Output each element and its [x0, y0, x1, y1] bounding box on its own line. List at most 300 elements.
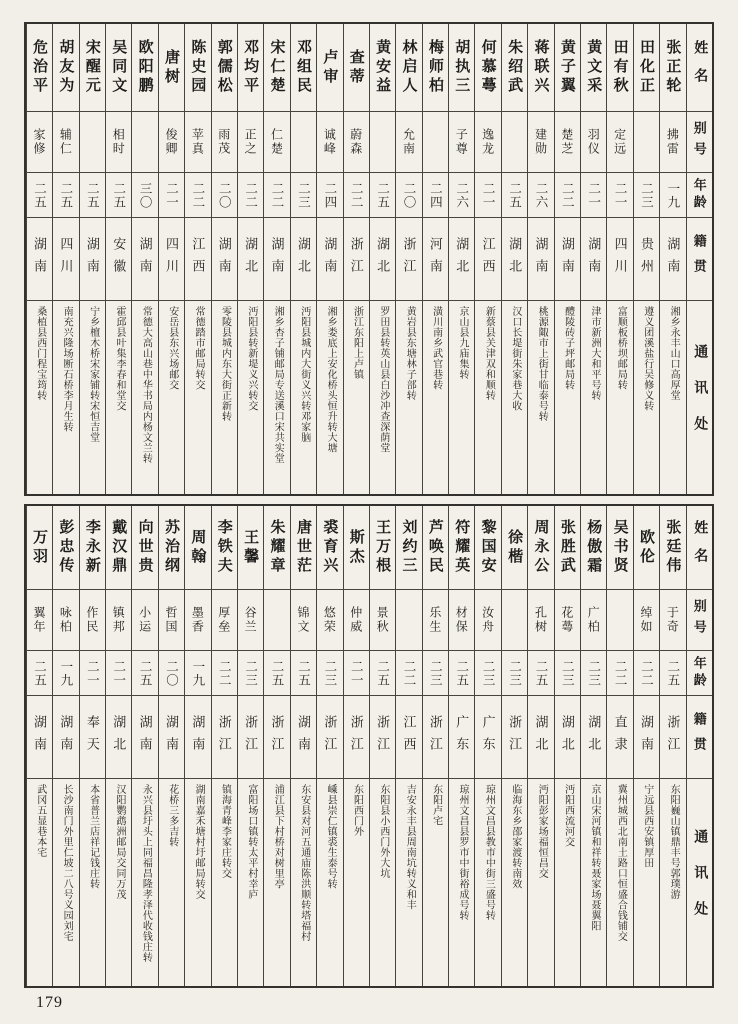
address-cell-text: 本省普兰店祥记钱庄转: [87, 784, 99, 889]
entry-column: [527, 506, 553, 986]
native-cell: [238, 696, 263, 779]
name-cell: [607, 24, 632, 112]
address-cell: [396, 301, 421, 494]
native-cell: [528, 218, 553, 301]
entry-column: [554, 506, 580, 986]
name-cell-text: 林启人: [400, 39, 417, 96]
name-cell-text: 郭儒松: [215, 39, 232, 96]
native-cell-text: 浙江: [269, 715, 285, 759]
alias-cell: [502, 112, 527, 173]
address-cell-text: 临海东乡邵家渡转南效: [509, 784, 521, 889]
name-cell-text: 蒋联兴: [532, 39, 549, 96]
name-cell-text: 危治平: [31, 39, 48, 96]
address-cell: [212, 779, 237, 986]
alias-cell-text: 子尊: [454, 128, 469, 156]
address-cell-text: 沔阳彭家场福恒昌交: [536, 784, 548, 879]
alias-cell-text: 汝舟: [480, 606, 495, 634]
address-cell: [634, 779, 659, 986]
address-cell: [528, 779, 553, 986]
entry-column: [52, 506, 78, 986]
entry-column: [158, 24, 184, 494]
name-cell-text: 唐世茫: [294, 519, 311, 576]
age-cell: [53, 173, 78, 218]
address-cell: [344, 301, 369, 494]
entry-column: [422, 506, 448, 986]
name-cell-text: 杨傲霜: [585, 519, 602, 576]
address-cell-text: 琼州文昌县罗市中街裕成号转: [457, 784, 469, 921]
name-cell: [528, 506, 553, 590]
alias-cell-text: 拂雷: [665, 128, 680, 156]
native-cell-text: 湖北: [243, 237, 259, 281]
native-cell: [423, 218, 448, 301]
native-cell: [660, 696, 685, 779]
address-cell: [396, 779, 421, 986]
address-cell-text: 富阳场口镇转太平村幸庐: [245, 784, 257, 900]
alias-cell: [370, 112, 395, 173]
entry-column: [26, 24, 52, 494]
native-cell: [132, 696, 157, 779]
native-cell: [449, 218, 474, 301]
age-cell: [106, 651, 131, 696]
entry-column: [606, 24, 632, 494]
alias-cell: [80, 112, 105, 173]
name-cell-text: 宋醒元: [83, 39, 100, 96]
entry-column: [369, 24, 395, 494]
native-cell-text: 浙江: [427, 715, 443, 759]
alias-cell-text: 哲国: [163, 606, 178, 634]
age-cell: [502, 173, 527, 218]
name-cell-text: 王馨: [242, 528, 259, 567]
entry-column: [448, 506, 474, 986]
age-cell: [159, 651, 184, 696]
native-cell-text: 浙江: [401, 237, 417, 281]
entry-column: [52, 24, 78, 494]
alias-cell: [212, 590, 237, 651]
header-label-age: [687, 651, 712, 696]
age-cell: [106, 173, 131, 218]
alias-cell-text: 景秋: [375, 606, 390, 634]
native-cell-text: 湖南: [163, 715, 179, 759]
alias-cell: [634, 590, 659, 651]
header-column: [686, 24, 712, 494]
native-cell-text: 浙江: [375, 715, 391, 759]
name-cell: [660, 506, 685, 590]
name-cell-text: 张胜武: [558, 519, 575, 576]
age-cell: [370, 651, 395, 696]
address-cell: [53, 301, 78, 494]
native-cell: [27, 218, 52, 301]
address-cell: [80, 779, 105, 986]
address-cell-text: 东安县对河五通庙陈洪顺转塔福村: [298, 784, 310, 942]
address-cell: [264, 301, 289, 494]
address-cell-text: 黄岩县东塘林子部转: [404, 306, 416, 401]
address-cell: [106, 779, 131, 986]
address-cell-text: 新蔡县关津双和顺转: [483, 306, 495, 401]
alias-cell: [264, 112, 289, 173]
name-cell: [607, 506, 632, 590]
name-cell-text: 刘约三: [400, 519, 417, 576]
alias-cell-text: 俊卿: [163, 128, 178, 156]
native-cell: [132, 218, 157, 301]
address-cell-text: 湖南嘉禾塘村圩邮局转交: [193, 784, 205, 900]
native-cell-text: 湖南: [665, 237, 681, 281]
entry-column: [158, 506, 184, 986]
entry-column: [422, 24, 448, 494]
age-cell-text: 二二: [402, 659, 416, 687]
name-cell-text: 黄安益: [374, 39, 391, 96]
age-cell-text: 二二: [270, 181, 285, 209]
name-cell: [423, 506, 448, 590]
name-cell-text: 欧阳鹏: [136, 39, 153, 96]
native-cell: [634, 696, 659, 779]
age-cell-text: 三〇: [138, 181, 153, 209]
entry-column: [369, 506, 395, 986]
entry-column: [580, 506, 606, 986]
alias-cell-text: 作民: [84, 606, 99, 634]
address-cell: [528, 301, 553, 494]
header-label-age-text: 年龄: [691, 178, 707, 212]
header-label-alias-text: 别号: [691, 121, 707, 163]
address-cell: [317, 301, 342, 494]
alias-cell: [317, 112, 342, 173]
address-cell: [159, 301, 184, 494]
alias-cell-text: 绰如: [639, 606, 654, 634]
entry-column: [105, 24, 131, 494]
age-cell-text: 二三: [639, 181, 654, 209]
name-cell-text: 万羽: [31, 528, 48, 567]
alias-cell: [27, 590, 52, 651]
name-cell: [159, 24, 184, 112]
native-cell-text: 湖南: [533, 237, 549, 281]
name-cell: [344, 506, 369, 590]
native-cell: [475, 696, 500, 779]
address-cell-text: 浦江县下村桥对树里亭: [272, 784, 284, 889]
name-cell: [660, 24, 685, 112]
directory-tables: [24, 22, 714, 988]
alias-cell: [370, 590, 395, 651]
address-cell-text: 霍邱县叶集李春和堂交: [113, 306, 125, 411]
age-cell: [185, 651, 210, 696]
age-cell-text: 二三: [243, 659, 258, 687]
address-cell-text: 富顺板桥坝邮局转: [615, 306, 627, 390]
address-cell: [291, 779, 316, 986]
alias-cell: [238, 112, 263, 173]
age-cell-text: 二五: [32, 181, 47, 209]
name-cell-text: 黄文采: [585, 39, 602, 96]
native-cell: [607, 696, 632, 779]
alias-cell: [502, 590, 527, 651]
entry-column: [395, 24, 421, 494]
address-cell-text: 镇海青峰李家庄转交: [219, 784, 231, 879]
native-cell-text: 江西: [480, 237, 496, 281]
alias-cell-text: 仲威: [348, 606, 363, 634]
alias-cell: [423, 112, 448, 173]
age-cell: [449, 173, 474, 218]
entry-column: [26, 506, 52, 986]
native-cell-text: 湖北: [295, 237, 311, 281]
age-cell-text: 二五: [375, 181, 390, 209]
age-cell-text: 二二: [217, 659, 232, 687]
name-cell: [53, 506, 78, 590]
alias-cell: [475, 112, 500, 173]
address-cell-text: 湘乡娄底上安化桥头恒升转大塘: [325, 306, 337, 453]
name-cell: [317, 24, 342, 112]
name-cell: [291, 506, 316, 590]
native-cell-text: 湖南: [137, 715, 153, 759]
native-cell-text: 浙江: [216, 715, 232, 759]
header-label-alias-text: 别号: [691, 599, 707, 641]
address-cell-text: 东阳巍山镇鼎丰号郭璞游: [668, 784, 680, 900]
age-cell-text: 一九: [665, 181, 680, 209]
native-cell-text: 浙江: [348, 237, 364, 281]
name-cell-text: 李铁夫: [215, 519, 232, 576]
alias-cell: [449, 112, 474, 173]
name-cell-text: 查蒂: [347, 48, 364, 87]
age-cell-text: 二三: [322, 659, 337, 687]
name-cell-text: 陈史园: [189, 39, 206, 96]
address-cell: [660, 301, 685, 494]
address-cell: [159, 779, 184, 986]
address-cell-text: 遵义团溪盐行吴修义转: [641, 306, 653, 411]
alias-cell-text: 于奇: [665, 606, 680, 634]
age-cell: [80, 651, 105, 696]
age-cell-text: 二四: [428, 181, 443, 209]
address-cell-text: 嵊县崇仁镇裘生泰号转: [325, 784, 337, 889]
age-cell-text: 二三: [586, 659, 601, 687]
native-cell-text: 直隶: [612, 715, 628, 759]
native-cell: [291, 696, 316, 779]
name-cell-text: 吴书贤: [611, 519, 628, 576]
alias-cell: [449, 590, 474, 651]
alias-cell: [581, 112, 606, 173]
alias-cell-text: 相时: [111, 128, 126, 156]
age-cell-text: 二五: [111, 181, 126, 209]
name-cell: [502, 24, 527, 112]
alias-cell: [317, 590, 342, 651]
alias-cell-text: 翼年: [32, 606, 47, 634]
age-cell-text: 二五: [270, 659, 285, 687]
native-cell: [185, 696, 210, 779]
alias-cell-text: 孔树: [533, 606, 548, 634]
alias-cell: [185, 590, 210, 651]
address-cell: [581, 779, 606, 986]
entry-column: [290, 506, 316, 986]
alias-cell: [634, 112, 659, 173]
name-cell: [634, 24, 659, 112]
native-cell-text: 贵州: [639, 237, 655, 281]
address-cell-text: 醴陵砖子坪邮局转: [562, 306, 574, 390]
address-cell: [660, 779, 685, 986]
age-cell: [344, 651, 369, 696]
address-cell: [53, 779, 78, 986]
entry-column: [263, 506, 289, 986]
alias-cell-text: 辅仁: [58, 128, 73, 156]
address-cell-text: 桑植县西门程宝筠转: [34, 306, 46, 401]
alias-cell-text: 楚芝: [559, 128, 574, 156]
age-cell-text: 二二: [560, 181, 575, 209]
native-cell-text: 湖南: [32, 715, 48, 759]
alias-cell: [291, 590, 316, 651]
age-cell-text: 二五: [533, 659, 548, 687]
native-cell-text: 湖南: [137, 237, 153, 281]
age-cell: [634, 651, 659, 696]
header-label-name: [687, 24, 712, 112]
age-cell: [212, 651, 237, 696]
age-cell-text: 一九: [58, 659, 73, 687]
entry-column: [105, 506, 131, 986]
name-cell: [53, 24, 78, 112]
native-cell: [344, 696, 369, 779]
alias-cell-text: 镇邦: [111, 606, 126, 634]
native-cell: [106, 218, 131, 301]
age-cell: [423, 173, 448, 218]
age-cell: [607, 173, 632, 218]
alias-cell: [475, 590, 500, 651]
native-cell: [212, 696, 237, 779]
alias-cell: [528, 590, 553, 651]
address-cell-text: 罗田县转英山县白沙冲查深荫堂: [377, 306, 389, 453]
alias-cell-text: 家修: [32, 128, 47, 156]
entry-column: [527, 24, 553, 494]
name-cell: [370, 506, 395, 590]
native-cell: [396, 696, 421, 779]
age-cell-text: 二三: [428, 659, 443, 687]
address-cell: [502, 779, 527, 986]
native-cell-text: 四川: [58, 237, 74, 281]
alias-cell: [344, 590, 369, 651]
alias-cell: [423, 590, 448, 651]
alias-cell: [80, 590, 105, 651]
age-cell-text: 二六: [454, 181, 469, 209]
alias-cell-text: 谷兰: [243, 606, 258, 634]
address-cell-text: 京山宋河镇和祥转聂家场聂翼阳: [588, 784, 600, 931]
native-cell-text: 浙江: [507, 715, 523, 759]
alias-cell-text: 乐生: [427, 606, 442, 634]
address-cell: [502, 301, 527, 494]
name-cell-text: 张廷伟: [664, 519, 681, 576]
age-cell-text: 二五: [32, 659, 47, 687]
native-cell-text: 湖北: [111, 715, 127, 759]
native-cell: [238, 218, 263, 301]
age-cell: [555, 651, 580, 696]
name-cell-text: 朱绍武: [506, 39, 523, 96]
header-label-native-text: 籍贯: [691, 234, 707, 284]
age-cell-text: 二三: [560, 659, 575, 687]
name-cell: [132, 24, 157, 112]
address-cell: [185, 301, 210, 494]
age-cell: [212, 173, 237, 218]
native-cell: [27, 696, 52, 779]
name-cell-text: 朱耀章: [268, 519, 285, 576]
address-cell-text: 宁乡檀木桥宋家铺转宋恒吉堂: [87, 306, 99, 443]
alias-cell-text: 咏柏: [58, 606, 73, 634]
name-cell: [449, 506, 474, 590]
name-cell-text: 黄子翼: [558, 39, 575, 96]
address-cell-text: 沔阳县城内大街义兴转邓家脑: [298, 306, 310, 443]
name-cell: [555, 24, 580, 112]
alias-cell: [185, 112, 210, 173]
name-cell-text: 彭忠传: [57, 519, 74, 576]
address-cell: [238, 301, 263, 494]
address-cell: [475, 301, 500, 494]
native-cell-text: 四川: [163, 237, 179, 281]
alias-cell-text: 苹真: [190, 128, 205, 156]
age-cell-text: 二二: [190, 181, 205, 209]
header-label-address: [687, 301, 712, 494]
age-cell: [238, 173, 263, 218]
native-cell-text: 湖南: [269, 237, 285, 281]
age-cell-text: 二一: [613, 181, 628, 209]
alias-cell: [291, 112, 316, 173]
native-cell: [528, 696, 553, 779]
age-cell: [159, 173, 184, 218]
native-cell: [212, 218, 237, 301]
age-cell: [660, 651, 685, 696]
entry-column: [343, 506, 369, 986]
native-cell: [370, 218, 395, 301]
name-cell: [27, 24, 52, 112]
alias-cell: [660, 112, 685, 173]
alias-cell-text: 广柏: [586, 606, 601, 634]
address-cell: [555, 301, 580, 494]
name-cell-text: 田有秋: [611, 39, 628, 96]
native-cell-text: 湖北: [533, 715, 549, 759]
address-cell: [132, 301, 157, 494]
name-cell: [159, 506, 184, 590]
address-cell: [555, 779, 580, 986]
age-cell-text: 二五: [58, 181, 73, 209]
entry-column: [290, 24, 316, 494]
native-cell: [581, 696, 606, 779]
address-cell-text: 东阳县小西门外大坑: [377, 784, 389, 879]
age-cell: [396, 173, 421, 218]
age-cell-text: 二五: [296, 659, 311, 687]
alias-cell: [106, 112, 131, 173]
alias-cell-text: 材保: [454, 606, 469, 634]
age-cell: [370, 173, 395, 218]
native-cell-text: 湖南: [586, 237, 602, 281]
address-cell-text: 花桥三多吉转: [166, 784, 178, 847]
alias-cell-text: 厚垒: [216, 606, 231, 634]
address-cell: [264, 779, 289, 986]
entry-column: [659, 24, 685, 494]
native-cell-text: 浙江: [665, 715, 681, 759]
name-cell: [555, 506, 580, 590]
address-cell-text: 湘乡永丰山口高厚堂: [668, 306, 680, 401]
age-cell: [581, 173, 606, 218]
entry-column: [79, 506, 105, 986]
entry-column: [184, 24, 210, 494]
entry-column: [263, 24, 289, 494]
name-cell: [106, 506, 131, 590]
native-cell-text: 湖南: [58, 715, 74, 759]
name-cell: [475, 24, 500, 112]
address-cell: [27, 779, 52, 986]
name-cell-text: 裘育兴: [321, 519, 338, 576]
name-cell-text: 徐楷: [506, 528, 523, 567]
alias-cell: [660, 590, 685, 651]
age-cell: [423, 651, 448, 696]
address-cell: [475, 779, 500, 986]
native-cell-text: 湖南: [84, 237, 100, 281]
native-cell: [80, 218, 105, 301]
native-cell-text: 浙江: [243, 715, 259, 759]
address-cell: [212, 301, 237, 494]
name-cell-text: 胡友为: [57, 39, 74, 96]
address-cell-text: 潢川南乡武官巷转: [430, 306, 442, 390]
name-cell: [370, 24, 395, 112]
name-cell: [27, 506, 52, 590]
